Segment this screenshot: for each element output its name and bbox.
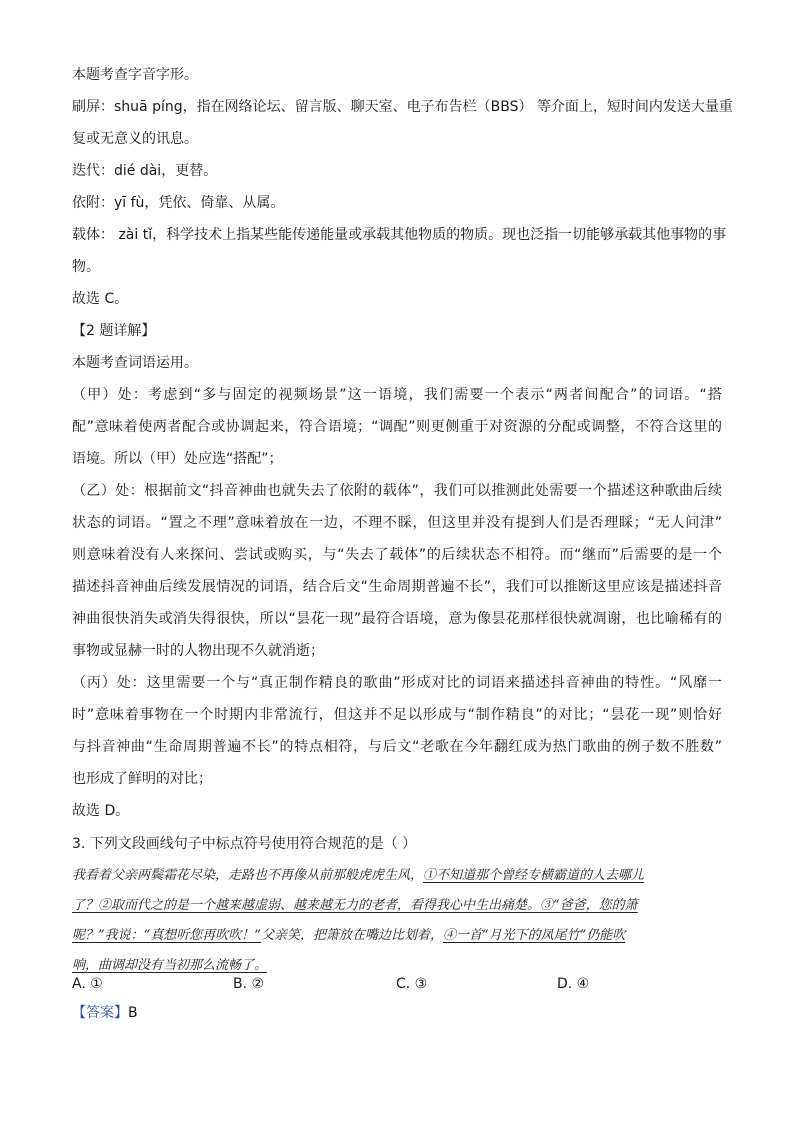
text-line: 时”意味着事物在一个时期内非常流行，但这并不足以形成与“制作精良”的对比；“昙花一现”则恰好 (72, 707, 722, 723)
text-line: 状态的词语。“置之不理”意味着放在一边，不理不睬，但这里并没有提到人们是否理睬；“无人问津” (72, 515, 722, 531)
text-line: 语境。所以（甲）处应选“搭配”； (72, 451, 283, 467)
underlined-sentence-2: 了？②取而代之的是一个越来越虚弱、越来越无力的老者，看得我心中生出痛楚。 (72, 898, 541, 913)
passage-line (72, 956, 722, 976)
answer-line (72, 1003, 722, 1023)
text-line: 迭代：dié dài，更替。 (72, 163, 218, 179)
underlined-sentence-3-cont: 呢？”我说：“真想听您再吹吹！” (72, 928, 261, 943)
text-line: 载体： zài tǐ，科学技术上指某些能传递能量或承载其他物质的物质。现也泛指一切能够承载其他事物的事 (72, 227, 727, 243)
option-c: C. ③ (396, 976, 428, 992)
text-line: 复或无意义的讯息。 (72, 131, 198, 147)
text-line: 则意味着没有人来探问、尝试或购买，与“失去了载体”的后续状态不相符。而“继而”后需要的是一个 (72, 547, 722, 563)
underlined-sentence-4-cont: 响，曲调却没有当初那么流畅了。 (72, 958, 268, 973)
passage-line (72, 866, 722, 886)
text-line: （甲）处：考虑到“多与固定的视频场景”这一语境，我们需要一个表示“两者间配合”的词语。“搭 (72, 387, 722, 403)
passage-line (72, 896, 722, 916)
text-line: 本题考查字音字形。 (72, 67, 198, 83)
passage-text: 父亲笑，把箫放在嘴边比划着， (260, 928, 443, 943)
section-heading: 【2 题详解】 (72, 323, 156, 339)
option-b: B. ② (233, 976, 265, 992)
text-line: 本题考查词语运用。 (72, 355, 198, 371)
underlined-sentence-1: ①不知道那个曾经专横霸道的人去哪儿 (423, 868, 645, 883)
underlined-sentence-3: ③“爸爸，您的箫 (540, 898, 638, 913)
text-line: （丙）处：这里需要一个与“真正制作精良的歌曲”形成对比的词语来描述抖音神曲的特性。“风靡一 (72, 675, 722, 691)
text-line: 也形成了鲜明的对比； (72, 771, 212, 787)
text-line: （乙）处：根据前文“抖音神曲也就失去了依附的载体”，我们可以推测此处需要一个描述这种歌曲后续 (72, 483, 722, 499)
answer-value: B (128, 1005, 138, 1021)
text-line: 事物或显赫一时的人物出现不久就消逝； (72, 643, 324, 659)
text-line: 与抖音神曲“生命周期普遍不长”的特点相符，与后文“老歌在今年翻红成为热门歌曲的例子数不胜数” (72, 739, 722, 755)
text-line: 依附：yī fù，凭依、倚靠、从属。 (72, 195, 285, 211)
option-a: A. ① (72, 976, 103, 992)
text-line: 神曲很快消失或消失得很快，所以“昙花一现”最符合语境，意为像昙花那样很快就凋谢，也比喻稀有的 (72, 611, 722, 627)
passage-line (72, 926, 722, 946)
underlined-sentence-4: ④一首“月光下的凤尾竹”仍能吹 (442, 928, 626, 943)
option-d: D. ④ (557, 976, 590, 992)
text-line: 配”意味着使两者配合或协调起来，符合语境；“调配”则更侧重于对资源的分配或调整，不符合这里的 (72, 419, 722, 435)
text-line: 物。 (72, 259, 100, 275)
text-line: 描述抖音神曲后续发展情况的词语，结合后文“生命周期普遍不长”，我们可以推断这里应该是描述抖音 (72, 579, 722, 595)
text-line: 刷屏：shuā píng，指在网络论坛、留言版、聊天室、电子布告栏（BBS） 等介面上，短时间内发送大量重 (72, 99, 733, 115)
text-line: 故选 D。 (72, 803, 130, 819)
answer-tag: 【答案】 (72, 1005, 128, 1021)
text-line: 故选 C。 (72, 291, 129, 307)
question-stem: 3. 下列文段画线句子中标点符号使用符合规范的是（ ） (72, 836, 417, 852)
passage-text: 我看着父亲两鬓霜花尽染，走路也不再像从前那般虎虎生风， (72, 868, 424, 883)
